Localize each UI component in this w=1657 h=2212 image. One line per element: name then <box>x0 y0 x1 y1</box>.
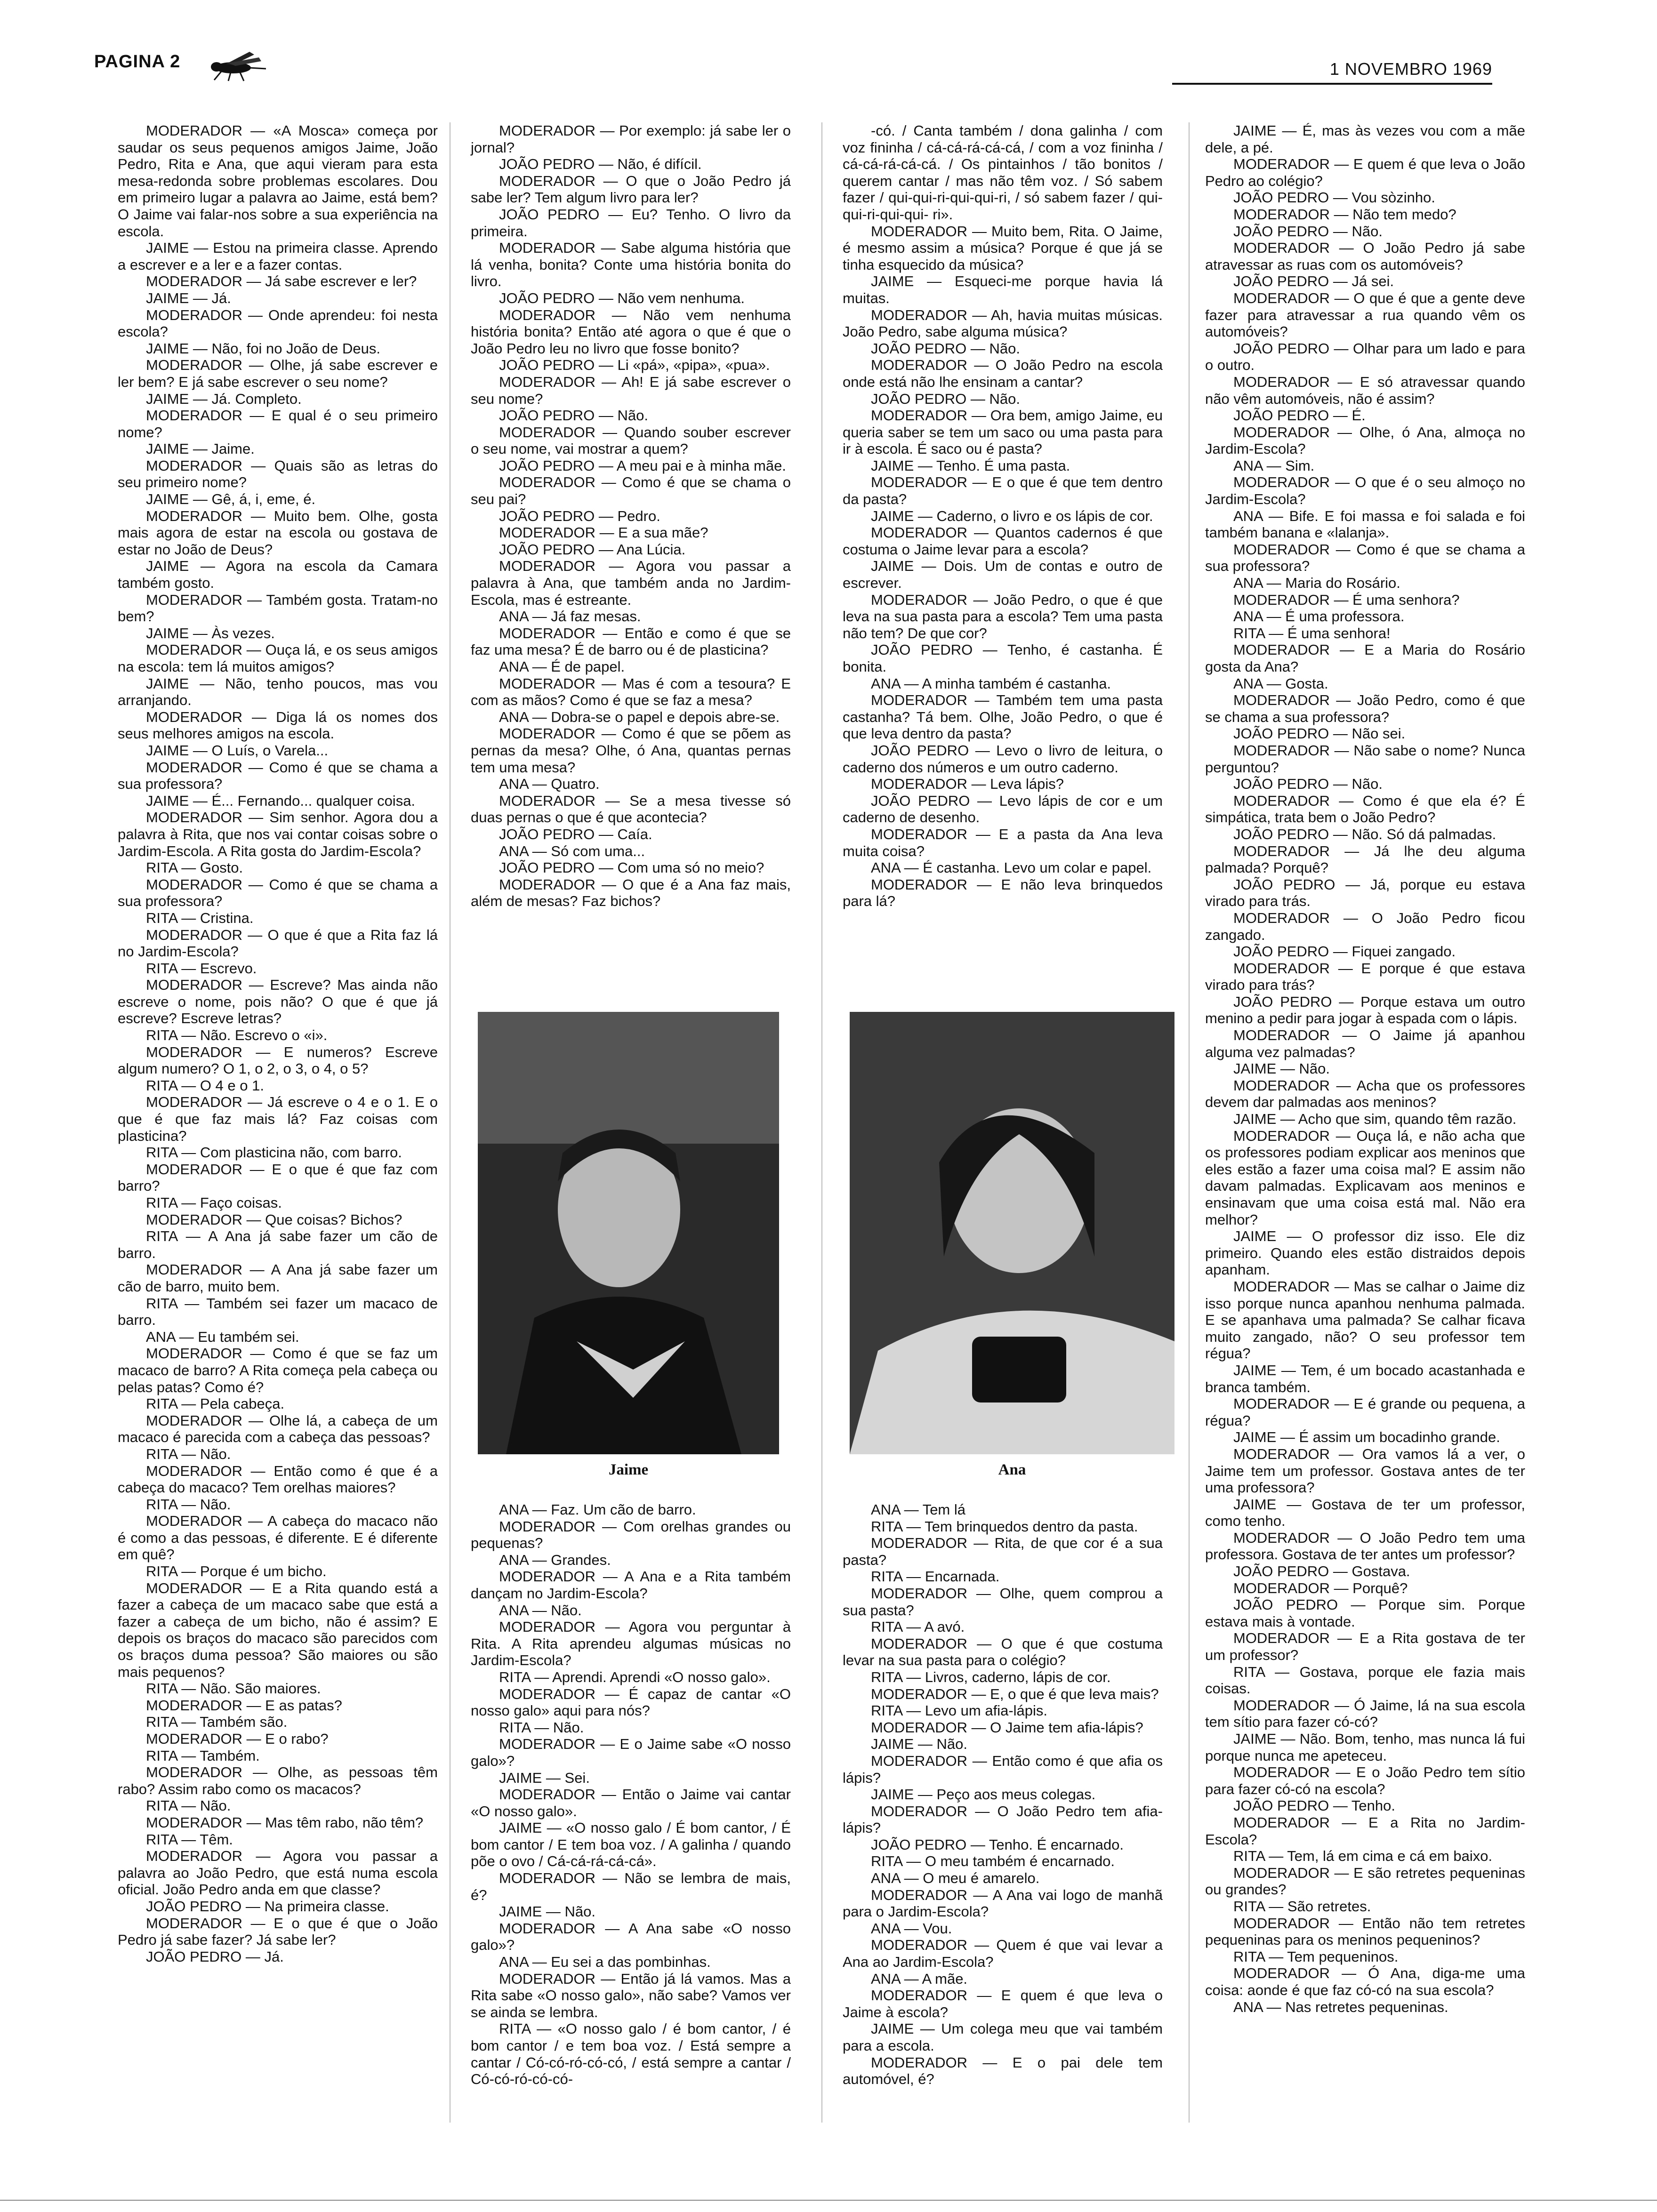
dialogue-line: JAIME — Já. <box>146 289 231 306</box>
dialogue-line: ANA — Gosta. <box>1233 675 1328 692</box>
dialogue-line: JAIME — Esqueci-me porque havia lá muitas. <box>843 273 1163 306</box>
dialogue-line: JAIME — Dois. Um de contas e outro de escrever. <box>843 558 1163 592</box>
dialogue-line: JOÃO PEDRO — Levo lápis de cor e um caderno de desenho. <box>843 792 1163 826</box>
dialogue-line: JOÃO PEDRO — É. <box>1233 407 1366 424</box>
issue-date: 1 NOVEMBRO 1969 <box>1329 59 1492 79</box>
dialogue-line: MODERADOR — E o que é que faz com barro? <box>118 1161 438 1194</box>
dialogue-line: RITA — Também. <box>146 1747 260 1764</box>
dialogue-line: MODERADOR — Como é que se chama a sua professora? <box>118 876 438 910</box>
dialogue-line: MODERADOR — Com orelhas grandes ou pequenas? <box>471 1518 791 1552</box>
dialogue-line: JOÃO PEDRO — Ana Lúcia. <box>499 541 686 558</box>
dialogue-line: ANA — Bife. E foi massa e foi salada e foi também banana e «lalanja». <box>1205 507 1525 541</box>
dialogue-line: MODERADOR — Não tem medo? <box>1233 206 1456 223</box>
dialogue-line: JAIME — Não, tenho poucos, mas vou arranjando. <box>118 675 438 709</box>
dialogue-line: MODERADOR — A Ana vai logo de manhã para o Jardim-Escola? <box>843 1886 1163 1920</box>
dialogue-line: MODERADOR — E numeros? Escreve algum numero? O 1, o 2, o 3, o 4, o 5? <box>118 1043 438 1077</box>
dialogue-line: JAIME — Tem, é um bocado acastanhada e branca também. <box>1205 1362 1525 1395</box>
text-column-1 <box>118 122 438 2146</box>
dialogue-line: ANA — Não. <box>499 1602 582 1619</box>
dialogue-line: MODERADOR — Agora vou passar a palavra à Ana, que também anda no Jardim-Escola, mas é estreante. <box>471 558 791 608</box>
dialogue-line: MODERADOR — Como é que se chama o seu pai? <box>471 474 791 508</box>
dialogue-line: JOÃO PEDRO — Porque sim. Porque estava mais à vontade. <box>1205 1596 1525 1630</box>
column-divider <box>821 122 822 2123</box>
dialogue-line: JAIME — Gê, á, i, eme, é. <box>146 491 316 508</box>
dialogue-line: JAIME — Estou na primeira classe. Aprendo a escrever e a ler e a fazer contas. <box>118 240 438 273</box>
dialogue-line: MODERADOR — Ora vamos lá a ver, o Jaime tem um professor. Gostava antes de ter uma professora? <box>1205 1445 1525 1496</box>
dialogue-line: ANA — Maria do Rosário. <box>1233 575 1400 592</box>
dialogue-line: RITA — Com plasticina não, com barro. <box>146 1144 402 1161</box>
dialogue-line: RITA — Não. <box>146 1445 231 1462</box>
dialogue-line: MODERADOR — Ó Ana, diga-me uma coisa: aonde é que faz có-có na sua escola? <box>1205 1965 1525 1998</box>
dialogue-line: RITA — Tem, lá em cima e cá em baixo. <box>1233 1848 1493 1865</box>
column-divider <box>1189 122 1190 2123</box>
photo-caption-jaime: Jaime <box>608 1461 649 1478</box>
dialogue-line: MODERADOR — Quantos cadernos é que costuma o Jaime levar para a escola? <box>843 524 1163 558</box>
dialogue-line: RITA — É uma senhora! <box>1233 625 1391 641</box>
dialogue-line: MODERADOR — Então não tem retretes pequeninas para os meninos pequeninos? <box>1205 1915 1525 1948</box>
dialogue-line: MODERADOR — O Jaime já apanhou alguma vez palmadas? <box>1205 1027 1525 1060</box>
dialogue-line: MODERADOR — Então já lá vamos. Mas a Rita sabe «O nosso galo», não sabe? Vamos ver se ainda se lembra. <box>471 1970 791 2020</box>
dialogue-line: JAIME — Caderno, o livro e os lápis de cor. <box>871 507 1153 524</box>
dialogue-line: JAIME — O professor diz isso. Ele diz primeiro. Quando eles estão distraidos depois apanham. <box>1205 1228 1525 1278</box>
dialogue-line: RITA — Porque é um bicho. <box>146 1563 327 1580</box>
dialogue-line: ANA — O meu é amarelo. <box>871 1870 1040 1887</box>
dialogue-line: MODERADOR — Também tem uma pasta castanha? Tá bem. Olhe, João Pedro, o que é que leva dentro da pasta? <box>843 692 1163 742</box>
dialogue-line: JAIME — É assim um bocadinho grande. <box>1233 1429 1500 1446</box>
dialogue-line: MODERADOR — É uma senhora? <box>1233 591 1460 608</box>
dialogue-line: MODERADOR — E o Jaime sabe «O nosso galo»? <box>471 1736 791 1769</box>
dialogue-line: MODERADOR — João Pedro, como é que se chama a sua professora? <box>1205 692 1525 725</box>
dialogue-line: RITA — A Ana já sabe fazer um cão de barro. <box>118 1228 438 1261</box>
dialogue-line: JOÃO PEDRO — Eu? Tenho. O livro da primeira. <box>471 206 791 240</box>
dialogue-line: JOÃO PEDRO — Na primeira classe. <box>146 1898 389 1915</box>
dialogue-line: MODERADOR — Escreve? Mas ainda não escreve o nome, pois não? O que é que já escreve? Escreve letras? <box>118 977 438 1027</box>
dialogue-line: MODERADOR — Mas têm rabo, não têm? <box>146 1814 424 1831</box>
dialogue-line: JOÃO PEDRO — Tenho. <box>1233 1797 1395 1814</box>
dialogue-line: JAIME — É, mas às vezes vou com a mãe dele, a pé. <box>1205 122 1525 156</box>
dialogue-line: MODERADOR — Também gosta. Tratam-no bem? <box>118 591 438 625</box>
dialogue-line: RITA — Gostava, porque ele fazia mais coisas. <box>1205 1663 1525 1697</box>
dialogue-line: MODERADOR — Rita, de que cor é a sua pasta? <box>843 1535 1163 1568</box>
dialogue-line: MODERADOR — E qual é o seu primeiro nome? <box>118 407 438 441</box>
dialogue-line: MODERADOR — Não se lembra de mais, é? <box>471 1870 791 1903</box>
dialogue-line: JOÃO PEDRO — Não. <box>871 390 1020 407</box>
dialogue-line: MODERADOR — E a Rita quando está a fazer a cabeça de um macaco sabe que está a fazer a cabeça de um bicho, não é assim? E depois os braços do macaco são parecidos com os braços duma pessoa? São maiores ou são mais pequenos? <box>118 1579 438 1680</box>
dialogue-line: MODERADOR — Ah! E já sabe escrever o seu nome? <box>471 373 791 407</box>
dialogue-line: JAIME — Acho que sim, quando têm razão. <box>1233 1111 1517 1128</box>
dialogue-line: JOÃO PEDRO — Levo o livro de leitura, o caderno dos números e um outro caderno. <box>843 742 1163 776</box>
dialogue-line: JAIME — «O nosso galo / É bom cantor, / É bom cantor / E tem boa voz. / A galinha / quando põe o ovo / Cá-cá-rá-cá-cá». <box>471 1819 791 1870</box>
dialogue-line: JOÃO PEDRO — A meu pai e à minha mãe. <box>499 457 786 474</box>
dialogue-line: ANA — A minha também é castanha. <box>871 675 1111 692</box>
dialogue-line: MODERADOR — Já sabe escrever e ler? <box>146 273 417 290</box>
dialogue-line: JAIME — Jaime. <box>146 441 255 457</box>
page-header <box>94 45 1492 83</box>
dialogue-line: MODERADOR — E quem é que leva o Jaime à escola? <box>843 1987 1163 2020</box>
dialogue-line: JAIME — Não. <box>1233 1060 1330 1077</box>
dialogue-line: MODERADOR — Agora vou perguntar à Rita. A Rita aprendeu algumas músicas no Jardim-Escola? <box>471 1619 791 1669</box>
dialogue-line: MODERADOR — A cabeça do macaco não é como a das pessoas, é diferente. E é diferente em quê? <box>118 1513 438 1563</box>
dialogue-line: MODERADOR — A Ana sabe «O nosso galo»? <box>471 1920 791 1954</box>
dialogue-line: JAIME — Não. Bom, tenho, mas nunca lá fui porque nunca me apeteceu. <box>1205 1731 1525 1764</box>
dialogue-line: JOÃO PEDRO — Não. <box>1233 776 1383 793</box>
dialogue-line: JOÃO PEDRO — Já, porque eu estava virado para trás. <box>1205 876 1525 910</box>
dialogue-line: MODERADOR — A Ana e a Rita também dançam no Jardim-Escola? <box>471 1568 791 1602</box>
dialogue-line: MODERADOR — Ouça lá, e não acha que os professores podiam explicar aos meninos que eles estão a fazer uma coisa mal? E assim não davam palmadas. Explicavam aos meninos e ensinavam que uma coisa está mal. Não era melhor? <box>1205 1127 1525 1228</box>
dialogue-line: ANA — Vou. <box>871 1920 952 1937</box>
dialogue-line: RITA — Não. São maiores. <box>146 1680 321 1697</box>
dialogue-line: JAIME — Peço aos meus colegas. <box>871 1786 1096 1803</box>
dialogue-line: MODERADOR — E a Maria do Rosário gosta da Ana? <box>1205 641 1525 675</box>
dialogue-line: ANA — Eu sei a das pombinhas. <box>499 1954 711 1971</box>
dialogue-line: MODERADOR — Mas se calhar o Jaime diz isso porque nunca apanhou nenhuma palmada. E se apanhava uma palmada? Se calhar ficava muito zangado, não? O seu professor tem régua? <box>1205 1278 1525 1362</box>
dialogue-line: MODERADOR — Ah, havia muitas músicas. João Pedro, sabe alguma música? <box>843 306 1163 340</box>
dialogue-line: RITA — Não. <box>146 1797 231 1814</box>
dialogue-line: JAIME — Um colega meu que vai também para a escola. <box>843 2020 1163 2054</box>
dialogue-line: JOÃO PEDRO — Gostava. <box>1233 1563 1410 1580</box>
dialogue-line: MODERADOR — O João Pedro tem afia-lápis? <box>843 1803 1163 1836</box>
dialogue-line: MODERADOR — Muito bem, Rita. O Jaime, é mesmo assim a música? Porque é que já se tinha esquecido da música? <box>843 223 1163 273</box>
text-column-3-bottom <box>843 1501 1163 2088</box>
dialogue-line: MODERADOR — Se a mesa tivesse só duas pernas o que é que acontecia? <box>471 792 791 826</box>
dialogue-line: ANA — É uma professora. <box>1233 608 1405 625</box>
dialogue-line: ANA — É castanha. Levo um colar e papel. <box>871 859 1152 876</box>
dialogue-line: MODERADOR — Agora vou passar a palavra ao João Pedro, que está numa escola oficial. João Pedro anda em que classe? <box>118 1848 438 1898</box>
dialogue-line: MODERADOR — O João Pedro na escola onde está não lhe ensinam a cantar? <box>843 357 1163 390</box>
dialogue-line: MODERADOR — Como é que se chama a sua professora? <box>1205 541 1525 575</box>
dialogue-line: MODERADOR — Muito bem. Olhe, gosta mais agora de estar na escola ou gostava de estar no João de Deus? <box>118 507 438 558</box>
dialogue-line: MODERADOR — A Ana já sabe fazer um cão de barro, muito bem. <box>118 1261 438 1295</box>
dialogue-line: MODERADOR — O que o João Pedro já sabe ler? Tem algum livro para ler? <box>471 172 791 206</box>
dialogue-line: -có. / Canta também / dona galinha / com voz fininha / cá-cá-rá-cá-cá, / com a voz fininha / cá-cá-rá-cá-cá. / Os pintainhos / tão bonitos / querem cantar / mas não têm voz. / Só sabem fazer / qui-qui-ri-qui-qui-ri, / só sabem fazer / qui-qui-ri-qui-qui- ri». <box>843 122 1163 223</box>
dialogue-line: ANA — Só com uma... <box>499 842 645 859</box>
dialogue-line: MODERADOR — Que coisas? Bichos? <box>146 1211 402 1228</box>
dialogue-line: MODERADOR — E a pasta da Ana leva muita coisa? <box>843 825 1163 859</box>
dialogue-line: MODERADOR — E o João Pedro tem sítio para fazer có-có na escola? <box>1205 1764 1525 1797</box>
dialogue-line: JOÃO PEDRO — Com uma só no meio? <box>499 859 764 876</box>
dialogue-line: MODERADOR — O que é o seu almoço no Jardim-Escola? <box>1205 474 1525 508</box>
dialogue-line: MODERADOR — O que é que a Rita faz lá no Jardim-Escola? <box>118 926 438 960</box>
dialogue-line: JOÃO PEDRO — Tenho. É encarnado. <box>871 1836 1124 1853</box>
dialogue-line: RITA — Faço coisas. <box>146 1194 282 1211</box>
dialogue-line: MODERADOR — Como é que ela é? É simpática, trata bem o João Pedro? <box>1205 792 1525 826</box>
dialogue-line: ANA — Tem lá <box>871 1501 966 1518</box>
dialogue-line: MODERADOR — E, o que é que leva mais? <box>871 1685 1159 1702</box>
text-column-3-top <box>843 122 1163 910</box>
photo-jaime <box>478 1012 779 1454</box>
dialogue-line: RITA — Tem brinquedos dentro da pasta. <box>871 1518 1138 1535</box>
dialogue-line: MODERADOR — Então e como é que se faz uma mesa? É de barro ou é de plasticina? <box>471 625 791 658</box>
dialogue-line: MODERADOR — Não vem nenhuma história bonita? Então até agora o que é que o João Pedro leu no livro que fosse bonito? <box>471 306 791 357</box>
dialogue-line: JAIME — Às vezes. <box>146 625 275 641</box>
dialogue-line: ANA — Quatro. <box>499 776 600 793</box>
dialogue-line: MODERADOR — Por exemplo: já sabe ler o jornal? <box>471 122 791 156</box>
dialogue-line: RITA — O meu também é encarnado. <box>871 1853 1115 1870</box>
dialogue-line: JOÃO PEDRO — Não sei. <box>1233 725 1406 742</box>
dialogue-line: JOÃO PEDRO — Caía. <box>499 825 652 842</box>
dialogue-line: JAIME — Não, foi no João de Deus. <box>146 340 380 357</box>
dialogue-line: RITA — Tem pequeninos. <box>1233 1948 1399 1965</box>
dialogue-line: MODERADOR — E a sua mãe? <box>499 524 708 541</box>
dialogue-line: MODERADOR — E porque é que estava virado para trás? <box>1205 960 1525 994</box>
dialogue-line: JOÃO PEDRO — Olhar para um lado e para o outro. <box>1205 340 1525 374</box>
dialogue-line: RITA — Cristina. <box>146 909 254 926</box>
dialogue-line: MODERADOR — O João Pedro já sabe atravessar as ruas com os automóveis? <box>1205 240 1525 273</box>
dialogue-line: RITA — A avó. <box>871 1619 965 1635</box>
dialogue-line: MODERADOR — Olhe, ó Ana, almoça no Jardim-Escola? <box>1205 424 1525 457</box>
dialogue-line: MODERADOR — Olhe, quem comprou a sua pasta? <box>843 1585 1163 1619</box>
dialogue-line: MODERADOR — Não sabe o nome? Nunca perguntou? <box>1205 742 1525 776</box>
dialogue-line: JAIME — Gostava de ter um professor, como tenho. <box>1205 1496 1525 1530</box>
dialogue-line: MODERADOR — Acha que os professores devem dar palmadas aos meninos? <box>1205 1077 1525 1111</box>
dialogue-line: JAIME — É... Fernando... qualquer coisa. <box>146 792 416 809</box>
dialogue-line: ANA — A mãe. <box>871 1970 968 1987</box>
dialogue-line: ANA — Nas retretes pequeninas. <box>1233 1998 1448 2015</box>
dialogue-line: ANA — Sim. <box>1233 457 1315 474</box>
dialogue-line: MODERADOR — Sabe alguma história que lá venha, bonita? Conte uma história bonita do livro. <box>471 240 791 290</box>
dialogue-line: MODERADOR — O João Pedro tem uma professora. Gostava de ter antes um professor? <box>1205 1529 1525 1563</box>
dialogue-line: MODERADOR — Diga lá os nomes dos seus melhores amigos na escola. <box>118 708 438 742</box>
dialogue-line: MODERADOR — Ó Jaime, lá na sua escola tem sítio para fazer có-có? <box>1205 1697 1525 1731</box>
dialogue-line: MODERADOR — Ora bem, amigo Jaime, eu queria saber se tem um saco ou uma pasta para ir à escola. É saco ou é pasta? <box>843 407 1163 457</box>
dialogue-line: ANA — Dobra-se o papel e depois abre-se. <box>499 708 780 725</box>
dialogue-line: MODERADOR — E a Rita no Jardim-Escola? <box>1205 1814 1525 1848</box>
dialogue-line: RITA — O 4 e o 1. <box>146 1077 264 1094</box>
dialogue-line: MODERADOR — Como é que se faz um macaco de barro? A Rita começa pela cabeça ou pelas patas? Como é? <box>118 1345 438 1395</box>
dialogue-line: RITA — Escrevo. <box>146 960 257 977</box>
dialogue-line: RITA — Não. Escrevo o «i». <box>146 1027 328 1044</box>
dialogue-line: MODERADOR — Mas é com a tesoura? E com as mãos? Como é que se faz a mesa? <box>471 675 791 709</box>
dialogue-line: MODERADOR — E não leva brinquedos para lá? <box>843 876 1163 910</box>
dialogue-line: MODERADOR — Já lhe deu alguma palmada? Porquê? <box>1205 842 1525 876</box>
dialogue-line: JOÃO PEDRO — Tenho, é castanha. É bonita. <box>843 641 1163 675</box>
dialogue-line: JOÃO PEDRO — Já sei. <box>1233 273 1394 290</box>
header-rule <box>1172 83 1492 85</box>
dialogue-line: RITA — Também sei fazer um macaco de barro. <box>118 1295 438 1329</box>
dialogue-line: MODERADOR — O que é a Ana faz mais, além de mesas? Faz bichos? <box>471 876 791 910</box>
dialogue-line: JAIME — Agora na escola da Camara também gosto. <box>118 558 438 592</box>
dialogue-line: MODERADOR — O João Pedro ficou zangado. <box>1205 909 1525 943</box>
dialogue-line: RITA — Também são. <box>146 1714 288 1731</box>
dialogue-line: JAIME — Já. Completo. <box>146 390 302 407</box>
dialogue-line: MODERADOR — E o pai dele tem automóvel, é? <box>843 2054 1163 2088</box>
fly-icon <box>188 50 268 83</box>
dialogue-line: MODERADOR — Quais são as letras do seu primeiro nome? <box>118 457 438 491</box>
dialogue-line: MODERADOR — Olhe lá, a cabeça de um macaco é parecida com a cabeça das pessoas? <box>118 1412 438 1446</box>
dialogue-line: MODERADOR — João Pedro, o que é que leva na sua pasta para a escola? Tem uma pasta não tem? De que cor? <box>843 591 1163 641</box>
dialogue-line: MODERADOR — E o rabo? <box>146 1731 329 1747</box>
dialogue-line: MODERADOR — E o que é que tem dentro da pasta? <box>843 474 1163 508</box>
dialogue-line: JOÃO PEDRO — Porque estava um outro menino a pedir para jogar à espada com o lápis. <box>1205 993 1525 1027</box>
photo-ana <box>850 1012 1174 1454</box>
dialogue-line: MODERADOR — Olhe, já sabe escrever e ler bem? E já sabe escrever o seu nome? <box>118 357 438 390</box>
dialogue-line: MODERADOR — Então o Jaime vai cantar «O nosso galo». <box>471 1786 791 1819</box>
dialogue-line: JOÃO PEDRO — Não. <box>871 340 1020 357</box>
dialogue-line: MODERADOR — O que é que costuma levar na sua pasta para o colégio? <box>843 1635 1163 1669</box>
dialogue-line: MODERADOR — O que é que a gente deve fazer para atravessar a rua quando vêm os automóveis? <box>1205 289 1525 340</box>
dialogue-line: ANA — Faz. Um cão de barro. <box>499 1501 696 1518</box>
dialogue-line: MODERADOR — Sim senhor. Agora dou a palavra à Rita, que nos vai contar coisas sobre o Jardim-Escola. A Rita gosta do Jardim-Escola? <box>118 809 438 859</box>
dialogue-line: JOÃO PEDRO — Não. <box>499 407 648 424</box>
dialogue-line: MODERADOR — Quem é que vai levar a Ana ao Jardim-Escola? <box>843 1937 1163 1971</box>
dialogue-line: ANA — É de papel. <box>499 658 625 675</box>
dialogue-line: MODERADOR — O Jaime tem afia-lápis? <box>871 1719 1143 1736</box>
dialogue-line: RITA — Encarnada. <box>871 1568 1000 1585</box>
dialogue-line: JAIME — Tenho. É uma pasta. <box>871 457 1070 474</box>
dialogue-line: MODERADOR — Olhe, as pessoas têm rabo? Assim rabo como os macacos? <box>118 1764 438 1797</box>
dialogue-line: ANA — Grandes. <box>499 1551 611 1568</box>
dialogue-line: MODERADOR — E é grande ou pequena, a régua? <box>1205 1395 1525 1429</box>
dialogue-line: MODERADOR — Como é que se chama a sua professora? <box>118 759 438 793</box>
dialogue-line: JOÃO PEDRO — Não vem nenhuma. <box>499 289 745 306</box>
dialogue-line: JAIME — O Luís, o Varela... <box>146 742 329 759</box>
dialogue-line: MODERADOR — Então como é que afia os lápis? <box>843 1752 1163 1786</box>
dialogue-line: RITA — Têm. <box>146 1831 233 1848</box>
dialogue-line: MODERADOR — Ouça lá, e os seus amigos na escola: tem lá muitos amigos? <box>118 641 438 675</box>
dialogue-line: MODERADOR — E quem é que leva o João Pedro ao colégio? <box>1205 156 1525 189</box>
dialogue-line: RITA — Aprendi. Aprendi «O nosso galo». <box>499 1668 771 1685</box>
dialogue-line: JOÃO PEDRO — Não. Só dá palmadas. <box>1233 825 1496 842</box>
photo-caption-ana: Ana <box>998 1461 1026 1478</box>
dialogue-line: JOÃO PEDRO — Não, é difícil. <box>499 156 702 173</box>
dialogue-line: JAIME — Sei. <box>499 1769 590 1786</box>
dialogue-line: MODERADOR — E a Rita gostava de ter um professor? <box>1205 1630 1525 1664</box>
text-column-2-bottom <box>471 1501 791 2088</box>
dialogue-line: RITA — Não. <box>499 1719 584 1736</box>
dialogue-line: JOÃO PEDRO — Fiquei zangado. <box>1233 943 1456 960</box>
dialogue-line: MODERADOR — Porquê? <box>1233 1579 1408 1596</box>
dialogue-line: JAIME — Não. <box>499 1903 595 1920</box>
dialogue-line: RITA — Gosto. <box>146 859 243 876</box>
dialogue-line: MODERADOR — E só atravessar quando não vêm automóveis, não é assim? <box>1205 373 1525 407</box>
dialogue-line: RITA — «O nosso galo / é bom cantor, / é bom cantor / e tem boa voz. / Está sempre a cantar / Có-có-ró-có-có, / está sempre a cantar / Có-có-ró-có-có- <box>471 2020 791 2088</box>
dialogue-line: MODERADOR — E as patas? <box>146 1697 342 1714</box>
dialogue-line: RITA — Livros, caderno, lápis de cor. <box>871 1668 1111 1685</box>
dialogue-line: MODERADOR — É capaz de cantar «O nosso galo» aqui para nós? <box>471 1685 791 1719</box>
dialogue-line: RITA — Pela cabeça. <box>146 1395 285 1412</box>
dialogue-line: ANA — Eu também sei. <box>146 1328 299 1345</box>
dialogue-line: MODERADOR — Como é que se põem as pernas da mesa? Olhe, ó Ana, quantas pernas tem uma mesa? <box>471 725 791 776</box>
dialogue-line: JOÃO PEDRO — Não. <box>1233 223 1383 240</box>
dialogue-line: JAIME — Não. <box>871 1736 967 1753</box>
dialogue-line: MODERADOR — Leva lápis? <box>871 776 1064 793</box>
page-number: PAGINA 2 <box>94 52 181 72</box>
dialogue-line: MODERADOR — E são retretes pequeninas ou grandes? <box>1205 1864 1525 1898</box>
dialogue-line: MODERADOR — Onde aprendeu: foi nesta escola? <box>118 306 438 340</box>
dialogue-line: RITA — Levo um afia-lápis. <box>871 1702 1048 1719</box>
dialogue-line: MODERADOR — E o que é que o João Pedro já sabe fazer? Já sabe ler? <box>118 1915 438 1948</box>
dialogue-line: MODERADOR — Quando souber escrever o seu nome, vai mostrar a quem? <box>471 424 791 457</box>
dialogue-line: JOÃO PEDRO — Vou sòzinho. <box>1233 189 1436 206</box>
dialogue-line: MODERADOR — Já escreve o 4 e o 1. E o que é que faz mais lá? Faz coisas com plasticina? <box>118 1094 438 1144</box>
dialogue-line: MODERADOR — «A Mosca» começa por saudar os seus pequenos amigos Jaime, João Pedro, Rita e Ana, que aqui vieram para esta mesa-redonda sobre problemas escolares. Dou em primeiro lugar a palavra ao Jaime, está bem? O Jaime vai falar-nos sobre a sua experiência na escola. <box>118 122 438 240</box>
dialogue-line: MODERADOR — Então como é que é a cabeça do macaco? Tem orelhas maiores? <box>118 1462 438 1496</box>
text-column-4 <box>1205 122 1525 2146</box>
dialogue-line: RITA — São retretes. <box>1233 1898 1371 1915</box>
dialogue-line: JOÃO PEDRO — Pedro. <box>499 507 660 524</box>
dialogue-line: JOÃO PEDRO — Já. <box>146 1948 284 1965</box>
text-column-2-top <box>471 122 791 910</box>
dialogue-line: ANA — Já faz mesas. <box>499 608 641 625</box>
footer-rule <box>0 2200 1657 2201</box>
dialogue-line: JOÃO PEDRO — Li «pá», «pipa», «pua». <box>499 357 770 374</box>
dialogue-line: RITA — Não. <box>146 1496 231 1513</box>
